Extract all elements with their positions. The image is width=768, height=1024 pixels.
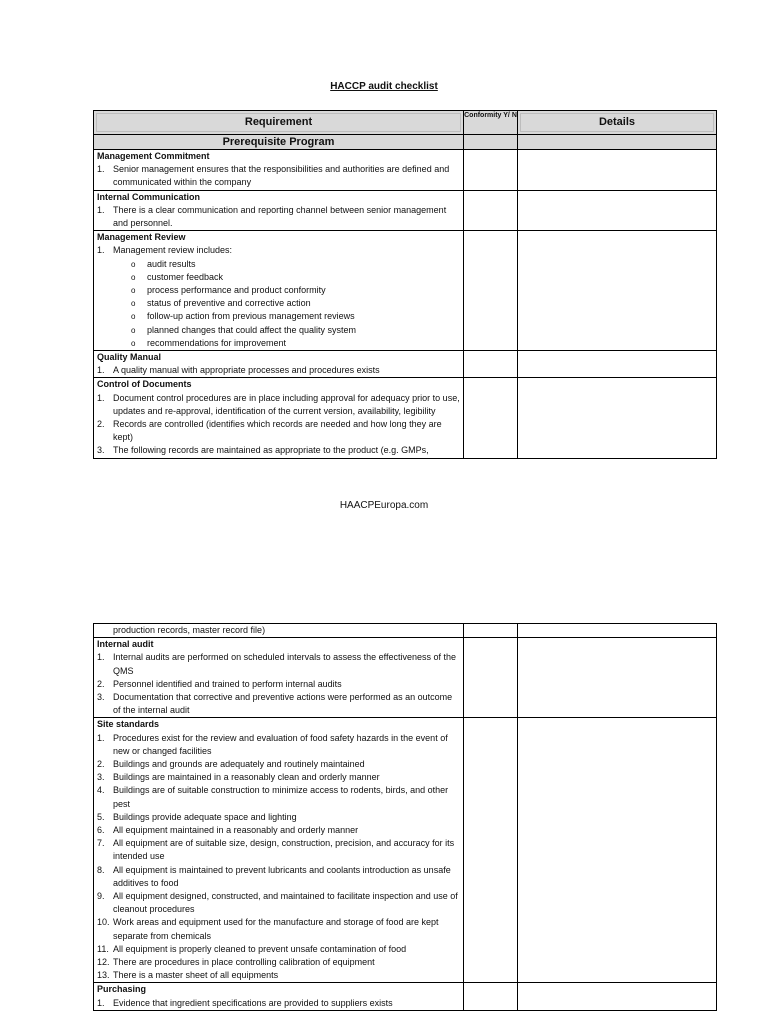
row-management-commitment: Management Commitment 1. Senior management ensures that the responsibilities and authorities are defined and communicated within the company xyxy=(94,150,717,191)
list-item: Records are controlled (identifies which records are needed and how long they are kept) xyxy=(113,419,442,443)
details-cell[interactable] xyxy=(518,150,717,191)
list-item: There is a master sheet of all equipments xyxy=(113,970,279,981)
conformity-cell[interactable] xyxy=(464,231,518,351)
bullet-item: audit results xyxy=(147,258,196,269)
list-item: Document control procedures are in place including approval for adequacy prior to use, updates and re-approval, identification of the current version, availability, legibility xyxy=(113,392,460,416)
list-item: All equipment is properly cleaned to prevent unsafe contamination of food xyxy=(113,943,407,954)
section-title: Control of Documents xyxy=(97,379,192,390)
details-cell[interactable] xyxy=(518,231,717,351)
list-item: All equipment maintained in a reasonably and orderly manner xyxy=(113,825,359,836)
list-item: There are procedures in place controlling calibration of equipment xyxy=(113,957,375,968)
details-cell[interactable] xyxy=(518,351,717,378)
list-item: Internal audits are performed on scheduled intervals to assess the effectiveness of the QMS xyxy=(113,652,457,676)
bullet-item: planned changes that could affect the quality system xyxy=(147,324,356,335)
list-item: Buildings are of suitable construction to minimize access to rodents, birds, and other pest xyxy=(113,785,449,809)
conformity-cell[interactable] xyxy=(464,638,518,718)
document-title: HACCP audit checklist xyxy=(330,81,438,92)
row-purchasing: Purchasing 1. Evidence that ingredient specifications are provided to suppliers exists xyxy=(94,983,717,1010)
conformity-cell[interactable] xyxy=(464,351,518,378)
details-cell[interactable] xyxy=(518,624,717,638)
list-item: Procedures exist for the review and evaluation of food safety hazards in the event of new or changed facilities xyxy=(113,732,448,756)
list-item: Work areas and equipment used for the manufacture and storage of food are kept separate from chemicals xyxy=(113,917,439,941)
row-internal-audit: Internal audit 1. Internal audits are performed on scheduled intervals to assess the effectiveness of the QMS 2. Personnel identified and trained to perform internal audits 3. Documentation that corrective and preventive actions were performed as an outcome of the internal audit xyxy=(94,638,717,718)
details-cell[interactable] xyxy=(518,638,717,718)
row-internal-communication: Internal Communication 1. There is a clear communication and reporting channel between senior management and personnel. xyxy=(94,190,717,231)
list-item: All equipment designed, constructed, and maintained to facilitate inspection and use of cleanout procedures xyxy=(113,891,458,915)
checklist-table-page-1 xyxy=(93,110,717,459)
row-continuation xyxy=(94,624,717,638)
list-item: All equipment is maintained to prevent lubricants and coolants introduction as unsafe additives to food xyxy=(113,864,451,888)
section-title: Purchasing xyxy=(97,984,147,995)
bullet-item: process performance and product conformity xyxy=(147,285,326,296)
list-item: Senior management ensures that the responsibilities and authorities are defined and communicated within the company xyxy=(113,164,450,188)
row-management-review: Management Review 1. Management review includes: o audit results o customer feedback o process performance and product conformity o status of preventive and corrective action o follow-up action from previous management reviews o planned changes that could affect the quality system o recommendations for improvement xyxy=(94,231,717,351)
bullet-item: customer feedback xyxy=(147,271,224,282)
details-cell[interactable] xyxy=(518,718,717,983)
list-item: Documentation that corrective and preventive actions were performed as an outcome of the internal audit xyxy=(113,692,453,716)
row-site-standards: Site standards 1. Procedures exist for the review and evaluation of food safety hazards in the event of new or changed facilities 2. Buildings and grounds are adequately and routinely maintained 3. Buildings are maintained in a reasonably clean and orderly manner 4. Buildings are of suitable construction to minimize access to rodents, birds, and other pest 5. Buildings provide adequate space and lighting 6. All equipment maintained in a reasonably and orderly manner 7. All equipment are of suitable size, design, construction, precision, and accuracy for its intended use 8. All equipment is maintained to prevent lubricants and coolants introduction as unsafe additives to food 9. All equipment designed, constructed, and maintained to facilitate inspection and use of cleanout procedures 10. Work areas and equipment used for the manufacture and storage of food are kept separate from chemicals 11. All equipment is properly cleaned to prevent unsafe contamination of food 12. There are procedures in place controlling calibration of equipment 13. There is a master sheet of all equipments xyxy=(94,718,717,983)
continuation-text: production records, master record file) xyxy=(113,625,266,635)
list-item: Personnel identified and trained to perform internal audits xyxy=(113,678,342,689)
section-title: Management Review xyxy=(97,232,186,243)
section-title: Management Commitment xyxy=(97,151,210,161)
header-requirement: Requirement xyxy=(96,113,461,132)
row-control-of-documents: Control of Documents 1. Document control procedures are in place including approval for adequacy prior to use, updates and re-approval, identification of the current version, availability, legibility 2. Records are controlled (identifies which records are needed and how long they are kept) 3. The following records are maintained as appropriate to the product (e.g. GMPs, xyxy=(94,378,717,458)
footer-website: HAACPEuropa.com xyxy=(339,500,429,511)
conformity-cell[interactable] xyxy=(464,983,518,1010)
bullet-item: follow-up action from previous management reviews xyxy=(147,311,355,322)
conformity-cell[interactable] xyxy=(464,378,518,458)
details-cell[interactable] xyxy=(518,378,717,458)
details-cell[interactable] xyxy=(518,190,717,231)
conformity-cell[interactable] xyxy=(464,718,518,983)
list-item: All equipment are of suitable size, design, construction, precision, and accuracy for its intended use xyxy=(113,838,455,862)
header-details: Details xyxy=(520,113,714,132)
bullet-item: recommendations for improvement xyxy=(147,337,287,348)
list-item: A quality manual with appropriate processes and procedures exists xyxy=(113,365,380,376)
list-item: Buildings are maintained in a reasonably clean and orderly manner xyxy=(113,772,380,783)
section-title: Site standards xyxy=(97,719,160,730)
list-item: Buildings provide adequate space and lighting xyxy=(113,811,297,822)
details-cell[interactable] xyxy=(518,983,717,1010)
bullet-item: status of preventive and corrective action xyxy=(147,298,311,309)
list-item: Evidence that ingredient specifications are provided to suppliers exists xyxy=(113,997,393,1008)
conformity-cell[interactable] xyxy=(464,624,518,638)
list-item: Buildings and grounds are adequately and routinely maintained xyxy=(113,759,365,770)
list-item: There is a clear communication and reporting channel between senior management and personnel. xyxy=(113,204,447,229)
row-quality-manual: Quality Manual 1. A quality manual with appropriate processes and procedures exists xyxy=(94,351,717,378)
section-prerequisite-program: Prerequisite Program xyxy=(222,136,335,148)
header-conformity: Conformity Y/ N xyxy=(464,112,517,119)
section-title: Quality Manual xyxy=(97,352,162,363)
list-item: The following records are maintained as appropriate to the product (e.g. GMPs, xyxy=(113,445,429,456)
conformity-cell[interactable] xyxy=(464,190,518,231)
checklist-table-page-2 xyxy=(93,623,717,1011)
section-title: Internal Communication xyxy=(97,191,201,202)
list-item: Management review includes: xyxy=(113,245,233,256)
section-title: Internal audit xyxy=(97,639,154,650)
conformity-cell[interactable] xyxy=(464,150,518,191)
